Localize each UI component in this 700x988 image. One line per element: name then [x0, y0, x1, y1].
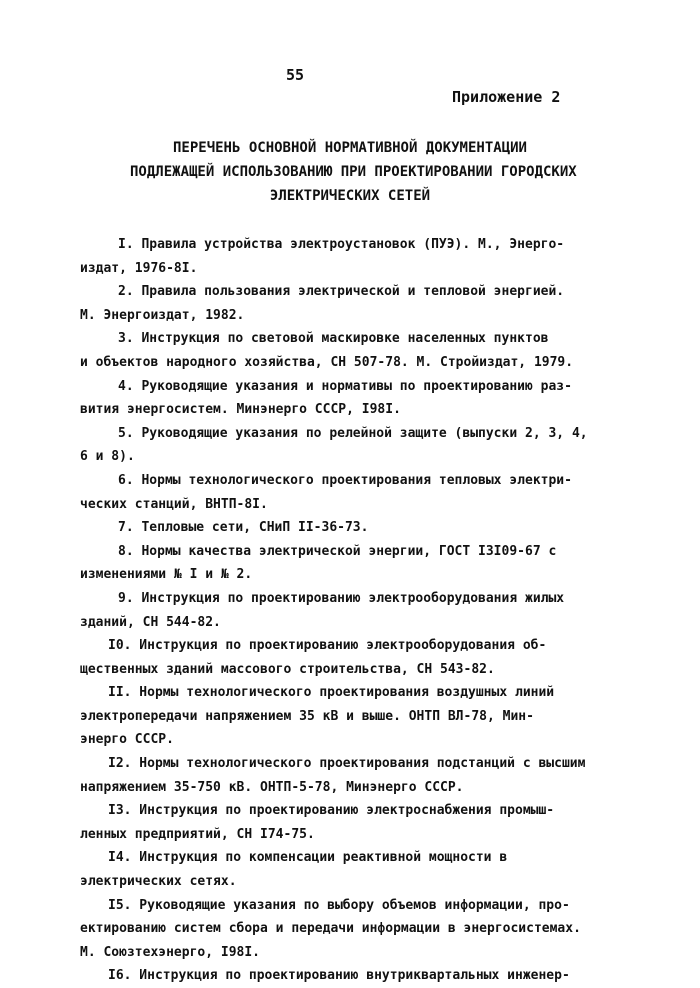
list-item-continuation: М. Энергоиздат, 1982. — [80, 307, 245, 323]
page-number: 55 — [285, 66, 305, 84]
list-item — [80, 327, 620, 374]
list-item-text: 2. Правила пользования электрической и тепловой энергией. — [118, 284, 565, 300]
list-item — [80, 469, 620, 516]
list-item — [80, 846, 620, 893]
list-item — [80, 516, 620, 540]
list-item-text: I4. Инструкция по компенсации реактивной мощности в — [108, 850, 508, 866]
list-item — [80, 681, 620, 752]
list-item-continuation: напряжением 35-750 кВ. ОНТП-5-78, Минэнерго СССР. — [80, 779, 464, 795]
list-item — [80, 233, 620, 280]
list-item — [80, 375, 620, 422]
list-item-text: I5. Руководящие указания по выбору объемов информации, про- — [108, 897, 570, 913]
list-item-text: II. Нормы технологического проектирования воздушных линий — [108, 685, 555, 701]
list-item-text: I3. Инструкция по проектированию электроснабжения промыш- — [108, 803, 555, 819]
document-heading — [130, 136, 577, 208]
list-item-text: 5. Руководящие указания по релейной защите (выпуски 2, 3, 4, — [118, 425, 588, 441]
list-item-text: I2. Нормы технологического проектирования подстанций с высшим — [108, 756, 586, 772]
list-item-text: 6. Нормы технологического проектирования тепловых электри- — [118, 472, 572, 488]
list-item — [80, 799, 620, 846]
list-item-continuation: 6 и 8). — [80, 449, 135, 465]
appendix-label: Приложение 2 — [452, 88, 561, 106]
list-item-continuation: изменениями № I и № 2. — [80, 567, 253, 583]
list-item — [80, 540, 620, 587]
list-item-text: 9. Инструкция по проектированию электрооборудования жилых — [118, 590, 565, 606]
list-item-continuation: вития энергосистем. Минэнерго СССР, I98I. — [80, 402, 401, 418]
list-item-text: I0. Инструкция по проектированию электрооборудования об- — [108, 638, 547, 654]
list-item — [80, 752, 620, 799]
list-item-text: 3. Инструкция по световой маскировке населенных пунктов — [118, 331, 549, 347]
list-item-continuation: электропередачи напряжением 35 кВ и выше. ОНТП ВЛ-78, Мин- — [80, 708, 534, 724]
list-item-continuation: ческих станций, ВНТП-8I. — [80, 496, 268, 512]
list-item — [80, 422, 620, 469]
list-item — [80, 587, 620, 634]
list-item-continuation: М. Союзтехэнерго, I98I. — [80, 944, 261, 960]
list-item — [80, 634, 620, 681]
list-item-text: I6. Инструкция по проектированию внутриквартальных инженер- — [108, 968, 570, 984]
list-item-continuation: издат, 1976-8I. — [80, 260, 198, 276]
list-item — [80, 894, 620, 965]
normative-document-list — [80, 233, 620, 988]
list-item — [80, 964, 620, 988]
list-item-continuation: электрических сетях. — [80, 874, 237, 890]
list-item-text: 7. Тепловые сети, СНиП II-36-73. — [118, 520, 369, 536]
list-item-continuation: щественных зданий массового строительства, СН 543-82. — [80, 661, 495, 677]
heading-line: ПЕРЕЧЕНЬ ОСНОВНОЙ НОРМАТИВНОЙ ДОКУМЕНТАЦИИ — [172, 140, 527, 156]
list-item-text: I. Правила устройства электроустановок (ПУЭ). М., Энерго- — [118, 237, 565, 252]
list-item-continuation: ектированию систем сбора и передачи информации в энергосистемах. — [80, 921, 581, 937]
heading-line: ЭЛЕКТРИЧЕСКИХ СЕТЕЙ — [269, 188, 431, 204]
heading-line: ПОДЛЕЖАЩЕЙ ИСПОЛЬЗОВАНИЮ ПРИ ПРОЕКТИРОВАНИИ ГОРОДСКИХ — [130, 164, 577, 180]
list-item-continuation: ленных предприятий, СН I74-75. — [80, 826, 315, 842]
list-item-continuation: зданий, СН 544-82. — [80, 614, 221, 630]
list-item — [80, 280, 620, 327]
list-item-continuation: и объектов народного хозяйства, СН 507-78. М. Стройиздат, 1979. — [80, 354, 574, 370]
list-item-text: 4. Руководящие указания и нормативы по проектированию раз- — [118, 378, 572, 394]
list-item-text: 8. Нормы качества электрической энергии, ГОСТ I3I09-67 с — [118, 543, 557, 559]
list-item-continuation: энерго СССР. — [80, 732, 174, 748]
